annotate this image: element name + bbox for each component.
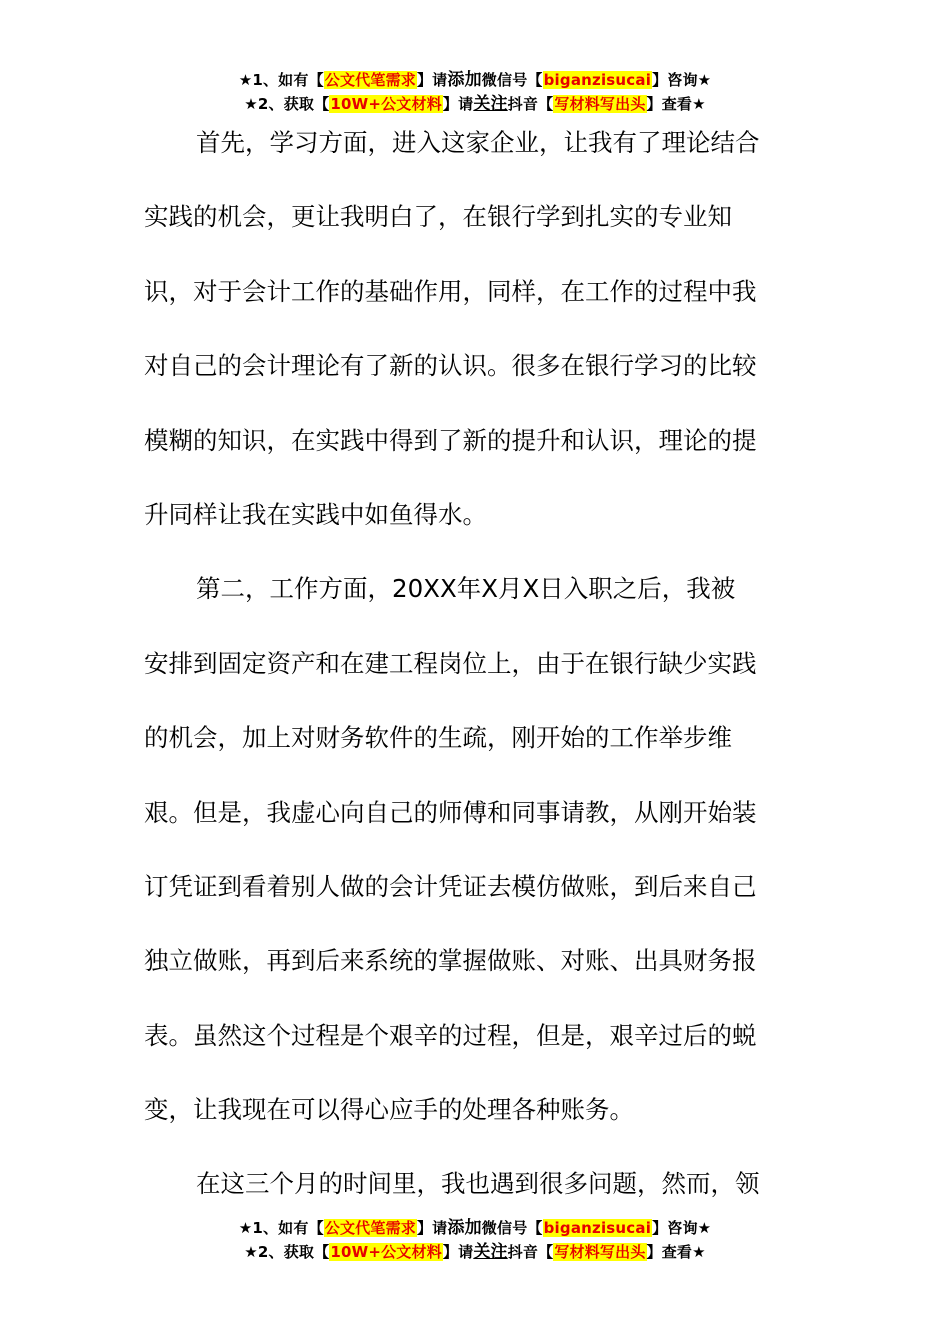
promo-line-1-suffix: 】咨询★ <box>652 71 712 89</box>
promo-emphasis-add: 添加 <box>447 1218 482 1238</box>
promo-emphasis-add: 添加 <box>447 70 482 90</box>
paragraph-2-line: 安排到固定资产和在建工程岗位上，由于在银行缺少实践 <box>144 648 757 678</box>
paragraph-1-line: 升同样让我在实践中如鱼得水。 <box>144 499 487 529</box>
promo-line-1-text: 微信号【 <box>481 1219 543 1237</box>
paragraph-2-line: 独立做账，再到后来系统的掌握做账、对账、出具财务报 <box>144 946 757 976</box>
paragraph-2-line: 变，让我现在可以得心应手的处理各种账务。 <box>144 1095 634 1125</box>
paragraph-2-line: 的机会，加上对财务软件的生疏，刚开始的工作举步维 <box>144 723 732 753</box>
promo-line-2-text: 抖音【 <box>507 1243 554 1261</box>
promo-line-2-prefix: ★2、获取【 <box>244 95 330 113</box>
promo-highlight-wechat-id: biganzisucai <box>543 71 652 89</box>
paragraph-1-line: 实践的机会，更让我明白了，在银行学到扎实的专业知 <box>144 202 732 232</box>
promo-highlight-douyin: 写材料写出头 <box>554 1243 646 1261</box>
promo-line-2-text: 】请 <box>442 95 474 113</box>
paragraph-3-line: 在这三个月的时间里，我也遇到很多问题，然而，领 <box>196 1169 760 1199</box>
promo-highlight-materials: 10W+公文材料 <box>330 95 442 113</box>
promo-line-1-prefix: ★1、如有【 <box>238 1219 324 1237</box>
promo-highlight-douyin: 写材料写出头 <box>554 95 646 113</box>
promo-line-2 <box>0 1240 950 1264</box>
promo-highlight-service: 公文代笔需求 <box>324 71 416 89</box>
promo-line-2-text: 】请 <box>442 1243 474 1261</box>
promo-line-1-prefix: ★1、如有【 <box>238 71 324 89</box>
paragraph-1-line: 模糊的知识，在实践中得到了新的提升和认识，理论的提 <box>144 425 757 455</box>
paragraph-2-line: 订凭证到看着别人做的会计凭证去模仿做账，到后来自己 <box>144 871 757 901</box>
promo-line-1-suffix: 】咨询★ <box>652 1219 712 1237</box>
promo-highlight-wechat-id: biganzisucai <box>543 1219 652 1237</box>
paragraph-1-line: 首先，学习方面，进入这家企业，让我有了理论结合 <box>196 128 760 157</box>
paragraph-2-line: 第二，工作方面，20XX年X月X日入职之后，我被 <box>196 574 736 604</box>
paragraph-1-line: 识，对于会计工作的基础作用，同样，在工作的过程中我 <box>144 276 757 306</box>
paragraph-1-line: 对自己的会计理论有了新的认识。很多在银行学习的比较 <box>144 351 757 381</box>
document-body <box>144 106 784 1222</box>
promo-line-1-text: 】请 <box>416 1219 448 1237</box>
promo-emphasis-follow: 关注 <box>473 1242 508 1262</box>
paragraph-2-line: 表。虽然这个过程是个艰辛的过程，但是，艰辛过后的蜕 <box>144 1020 757 1050</box>
promo-highlight-service: 公文代笔需求 <box>324 1219 416 1237</box>
promo-line-2-text: 抖音【 <box>507 95 554 113</box>
promo-line-1 <box>0 68 950 92</box>
promo-line-1 <box>0 1216 950 1240</box>
promo-emphasis-follow: 关注 <box>473 94 508 114</box>
promo-line-2-suffix: 】查看★ <box>646 95 706 113</box>
promo-line-1-text: 】请 <box>416 71 448 89</box>
promo-highlight-materials: 10W+公文材料 <box>330 1243 442 1261</box>
paragraph-2-line: 艰。但是，我虚心向自己的师傅和同事请教，从刚开始装 <box>144 797 757 827</box>
promo-line-2-suffix: 】查看★ <box>646 1243 706 1261</box>
promo-line-1-text: 微信号【 <box>481 71 543 89</box>
footer-promo-banner <box>0 1216 950 1264</box>
promo-line-2-prefix: ★2、获取【 <box>244 1243 330 1261</box>
